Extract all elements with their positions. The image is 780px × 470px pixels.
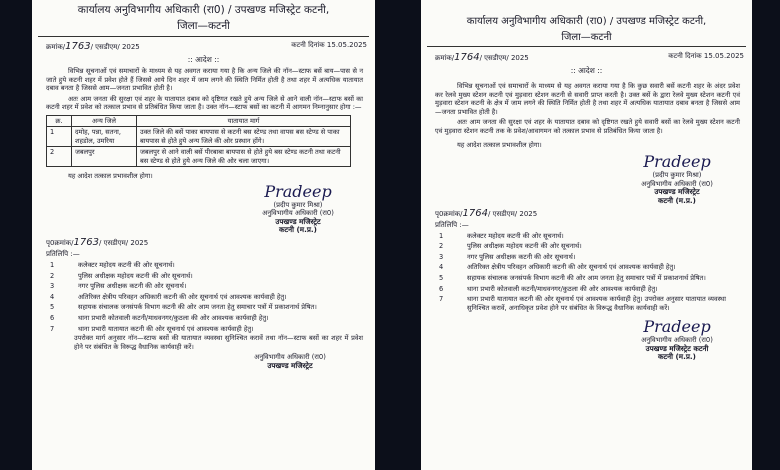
list-item-text: कलेक्टर महोदय कटनी की ओर सूचनार्थ।	[78, 260, 175, 269]
office-heading: कार्यालय अनुविभागीय अधिकारी (रा0) / उपखण्ड मजिस्ट्रेट कटनी,	[466, 16, 707, 27]
order-date: कटनी दिनांक 15.05.2025	[668, 52, 744, 60]
list-item	[46, 261, 365, 270]
list-item-text: सहायक संचालक जनसंपर्क विभाग कटनी की ओर आम जनता हेतु समाचार पत्रों में प्रकाशनार्थ प्रेषित।	[467, 273, 706, 282]
list-item	[435, 285, 742, 294]
order-paragraph-1: विभिन्न सूचनाओं एवं समाचारों के माध्यम से यह अवगत कराया गया है कि कुछ सवारी बसें कटनी शहर के अंदर प्रवेश कर रेलवे मुख्य स्टेशन कटनी एवं मुड़वारा स्टेशन कटनी से सवारी प्राप्त करती है। उक्त बसें के द्वारा रेलवे मुख्य स्टेशन कटनी एवं मुड़वारा स्टेशन कटनी के क्षेत्र में जाम लगने की स्थिति निर्मित होती है तथा शहर में अत्यधिक यातायात दबाव बनता है जिससे आम—जनता प्रभावित होती है।	[435, 82, 740, 116]
list-item-number: 5	[50, 303, 55, 312]
copy-to-list	[421, 232, 752, 313]
list-item	[435, 295, 742, 312]
list-item-number: 5	[439, 273, 444, 282]
table-header-cell: यातायात मार्ग	[137, 115, 351, 126]
signature-block-1	[612, 153, 742, 205]
signatory-title: अनुविभागीय अधिकारी (रा0)	[641, 179, 713, 188]
list-item-text: थाना प्रभारी यातायात कटनी की ओर सूचनार्थ एवं आवश्यक कार्यवाही हेतु।	[78, 324, 254, 333]
list-item-text: थाना प्रभारी कोतवाली कटनी/माधवनगर/कुठला की ओर आवश्यक कार्यवाही हेतु।	[467, 284, 658, 293]
table-header-cell: अन्य जिले	[72, 115, 137, 126]
list-item-number: 3	[439, 252, 444, 261]
list-item	[435, 274, 742, 283]
reference-row	[421, 47, 752, 63]
list-item	[46, 293, 365, 302]
table-cell: जबलपुर से आने वाली बसें पीरबाबा बायपास से होते हुये बस स्टेण्ड कटनी तथा कटनी बस स्टेण्ड से होते हुये अन्य जिले की ओर चला जाएगा।	[137, 147, 351, 167]
order-heading: :: आदेश ::	[187, 55, 220, 64]
list-item-text: सहायक संचालक जनसंपर्क विभाग कटनी की ओर आम जनता हेतु समाचार पत्रों में प्रकाशनार्थ प्रेषित।	[78, 303, 317, 312]
copy-to-list	[32, 261, 375, 333]
signature-block-1	[233, 183, 363, 235]
list-item	[435, 253, 742, 262]
list-item-number: 4	[439, 263, 444, 272]
signatory-name: (प्रदीप कुमार मिश्रा)	[652, 171, 702, 180]
table-cell: दमोह, पन्ना, सतना, शहडोल, उमरिया	[72, 127, 137, 147]
order-page-right	[421, 0, 752, 470]
reference-number: क्रमांक/1763/ एसडीएम/ 2025	[46, 41, 140, 52]
copy-to-label: प्रतिलिपि :—	[46, 249, 80, 258]
signatory-title: अनुविभागीय अधिकारी (रा0)	[254, 353, 326, 362]
effect-statement: यह आदेश तत्काल प्रभावशील होगा।	[68, 172, 153, 180]
table-row	[47, 127, 351, 147]
effect-statement: यह आदेश तत्काल प्रभावशील होगा।	[457, 140, 542, 149]
table-row	[47, 147, 351, 167]
signature-block-2	[225, 353, 355, 370]
list-item-text: अतिरिक्त क्षेत्रीय परिवहन अधिकारी कटनी की ओर सूचनार्थ एवं आवश्यक कार्यवाही हेतु।	[78, 292, 287, 301]
copy-reference-row	[421, 206, 752, 219]
right-background	[752, 0, 780, 470]
closing-instruction: उपरोक्त मार्ग अनुसार नॉन—स्टाफ बसों की यातायात व्यवस्था सुनिश्चित करावें तथा नॉन—स्टाफ बसों का शहर में प्रवेश होने पर संबंधित के विरूद्ध वैधानिक कार्यवाही करें।	[74, 334, 363, 351]
list-item	[435, 232, 742, 241]
list-item	[46, 314, 365, 323]
list-item-number: 2	[439, 242, 444, 251]
stamp-line: उपखण्ड मजिस्ट्रेट	[275, 216, 321, 226]
copy-reference-row	[32, 235, 375, 248]
left-background	[0, 0, 32, 470]
signatory-title: अनुविभागीय अधिकारी (रा0)	[641, 336, 713, 345]
reference-number: क्रमांक/1764/ एसडीएम/ 2025	[435, 52, 529, 63]
stamp-line: उपखण्ड मजिस्ट्रेट	[267, 360, 313, 370]
list-item-number: 7	[439, 295, 444, 304]
table-cell: 2	[47, 147, 72, 167]
copy-to-label: प्रतिलिपि :—	[435, 220, 469, 229]
list-item-number: 2	[50, 271, 55, 280]
stamp-line: कटनी (म.प्र.)	[658, 195, 696, 205]
order-date: कटनी दिनांक 15.05.2025	[291, 41, 367, 49]
middle-background	[375, 0, 421, 470]
list-item-number: 6	[50, 313, 55, 322]
list-item-number: 4	[50, 292, 55, 301]
order-paragraph-2: अतः आम जनता की सुरक्षा एवं शहर के यातायात दबाव को दृष्टिगत रखते हुये अन्य जिले से आने वाली नॉन—स्टाफ बसों का कटनी शहर में प्रवेश को तत्काल प्रभाव से प्रतिबंधित किया जाता है। उक्त नॉन—स्टाफ बसों का कटनी में आगमन निम्नानुसार होगा :—	[46, 94, 363, 112]
route-table	[46, 115, 351, 167]
stamp-line: उपखण्ड मजिस्ट्रेट	[654, 187, 700, 197]
table-cell: जबलपुर	[72, 147, 137, 167]
list-item-number: 1	[439, 231, 444, 240]
order-paragraph-1: विभिन्न सूचनाओं एवं समाचारों के माध्यम से यह अवगत कराया गया है कि अन्य जिले की नॉन—स्टाफ बसें बाय—पास से न जाते हुये कटनी शहर में प्रवेश होते हैं जिससे आये दिन शहर में जाम लगने की स्थिति निर्मित होती है तथा शहर में अत्यधिक यातायात दबाव बनता है जिससे आम—जनता प्रभावित होती है।	[46, 67, 363, 93]
list-item-text: थाना प्रभारी कोतवाली कटनी/माधवनगर/कुठला की ओर आवश्यक कार्यवाही हेतु।	[78, 313, 269, 322]
list-item-number: 1	[50, 260, 55, 269]
list-item	[435, 263, 742, 272]
list-item-text: अतिरिक्त क्षेत्रीय परिवहन अधिकारी कटनी की ओर सूचनार्थ एवं आवश्यक कार्यवाही हेतु।	[467, 263, 676, 272]
signature-block-2	[612, 318, 742, 362]
copy-reference-number: पृ0क्रमांक/1764/ एसडीएम/ 2025	[435, 207, 538, 219]
list-item-number: 7	[50, 324, 55, 333]
order-paragraph-2: अतः आम जनता की सुरक्षा एवं शहर के यातायात दबाव को दृष्टिगत रखते हुये सवारी बसों का रेलवे मुख्य स्टेशन कटनी एवं मुड़वारा स्टेशन कटनी तक के प्रवेश/आवागमन को तत्काल प्रभाव से प्रतिबंधित किया जाता है।	[435, 118, 740, 135]
order-page-left	[32, 0, 375, 470]
copy-reference-number: पृ0क्रमांक/1763/ एसडीएम/ 2025	[46, 236, 149, 248]
order-heading: :: आदेश ::	[570, 66, 603, 75]
stamp-line: कटनी (म.प्र.)	[279, 225, 317, 235]
list-item-text: कलेक्टर महोदय कटनी की ओर सूचनार्थ।	[467, 231, 564, 240]
table-header-cell: क्र.	[47, 115, 72, 126]
table-cell: उक्त जिले की बसें पाका बायपास से कटनी बस स्टेण्ड तथा वापस बस स्टेण्ड से पाका बायपास से होते हुये अन्य जिले की ओर प्रस्थान होंगे।	[137, 127, 351, 147]
signature-scrawl: Pradeep	[643, 317, 711, 337]
list-item-text: पुलिस अधीक्षक महोदय कटनी की ओर सूचनार्थ।	[467, 242, 582, 251]
district-heading: जिला—कटनी	[177, 20, 230, 32]
list-item-text: थाना प्रभारी यातायात कटनी की ओर सूचनार्थ एवं आवश्यक कार्यवाही हेतु। उपरोक्त अनुसार यातायात व्यवस्था सुनिश्चित करावें, अनाधिकृत प्रवेश होने पर संबंधित के विरूद्ध वैधानिक कार्यवाही करें।	[467, 295, 726, 312]
list-item-number: 6	[439, 284, 444, 293]
route-table-header	[47, 115, 351, 126]
list-item	[46, 325, 365, 334]
list-item-number: 3	[50, 282, 55, 291]
signatory-title: अनुविभागीय अधिकारी (रा0)	[262, 209, 334, 218]
list-item	[435, 242, 742, 251]
list-item	[46, 272, 365, 281]
signatory-name: (प्रदीप कुमार मिश्रा)	[273, 200, 323, 209]
list-item-text: पुलिस अधीक्षक महोदय कटनी की ओर सूचनार्थ।	[78, 271, 193, 280]
list-item-text: नगर पुलिस अधीक्षक कटनी की ओर सूचनार्थ।	[467, 252, 576, 261]
stamp-line: उपखण्ड मजिस्ट्रेट कटनी	[645, 343, 709, 353]
table-cell: 1	[47, 127, 72, 147]
signature-scrawl: Pradeep	[264, 181, 332, 201]
list-item	[46, 303, 365, 312]
list-item	[46, 282, 365, 291]
list-item-text: नगर पुलिस अधीक्षक कटनी की ओर सूचनार्थ।	[78, 282, 187, 291]
stamp-line: कटनी (म.प्र.)	[658, 352, 696, 362]
office-heading: कार्यालय अनुविभागीय अधिकारी (रा0) / उपखण्ड मजिस्ट्रेट कटनी,	[77, 4, 330, 16]
district-heading: जिला—कटनी	[561, 32, 612, 43]
signature-scrawl: Pradeep	[643, 152, 711, 172]
reference-row	[32, 37, 375, 52]
